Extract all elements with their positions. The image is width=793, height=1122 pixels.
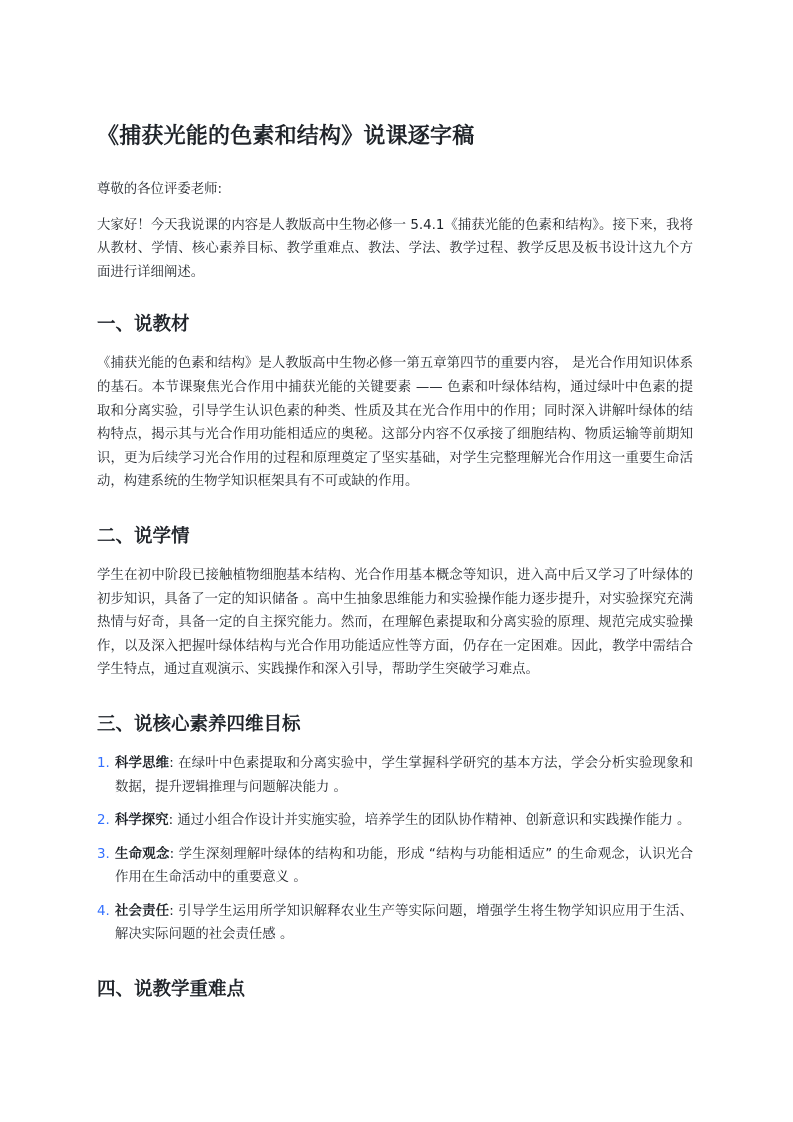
list-item-separator: : xyxy=(169,755,179,771)
document-title: 《捕获光能的色素和结构》说课逐字稿 xyxy=(97,124,475,149)
greeting-paragraph: 尊敬的各位评委老师: xyxy=(97,182,223,197)
list-item-label: 科学探究 xyxy=(115,813,169,829)
list-item-text: 通过小组合作设计并实施实验，培养学生的团队协作精神、创新意识和实践操作能力 。 xyxy=(177,813,691,829)
list-item-label: 社会责任 xyxy=(115,903,170,919)
list-item-number: 3. xyxy=(97,846,110,862)
list-item-separator: : xyxy=(169,846,179,862)
list-item xyxy=(97,900,693,947)
list-item-label: 生命观念 xyxy=(115,846,170,862)
list-item-label: 科学思维 xyxy=(115,755,170,771)
list-item-number: 4. xyxy=(97,903,110,919)
list-item-content xyxy=(115,900,693,947)
list-item xyxy=(97,752,693,799)
section-body-students: 学生在初中阶段已接触植物细胞基本结构、光合作用基本概念等知识，进入高中后又学习了叶绿体的初步知识，具备了一定的知识储备 。高中生抽象思维能力和实验操作能力逐步提升，对实验探究充满热情与好奇，具备一定的自主探究能力。然而，在理解色素提取和分离实验的原理、规范完成实验操作，以及深入把握叶绿体结构与光合作用功能适应性等方面，仍存在一定困难。因此，教学中需结合学生特点，通过直观演示、实践操作和深入引导，帮助学生突破学习难点。 xyxy=(97,567,693,678)
list-item-text: 学生深刻理解叶绿体的结构和功能，形成 “结构与功能相适应” 的生命观念，认识光合作用在生命活动中的重要意义 。 xyxy=(115,846,693,886)
intro-paragraph: 大家好！今天我说课的内容是人教版高中生物必修一 5.4.1《捕获光能的色素和结构》。接下来，我将从教材、学情、核心素养目标、教学重难点、教法、学法、教学过程、教学反思及板书设计这九个方面进行详细阐述。 xyxy=(97,217,693,280)
list-item-number: 1. xyxy=(97,755,110,771)
list-item-separator: : xyxy=(168,813,178,829)
list-item-content xyxy=(115,843,693,890)
section-heading-goals: 三、说核心素养四维目标 xyxy=(97,713,301,735)
list-item-text: 在绿叶中色素提取和分离实验中，学生掌握科学研究的基本方法，学会分析实验现象和数据，提升逻辑推理与问题解决能力 。 xyxy=(115,755,693,795)
goal-list xyxy=(97,752,693,947)
list-item xyxy=(97,843,693,890)
list-item xyxy=(97,809,693,833)
section-heading-students: 二、说学情 xyxy=(97,525,190,547)
section-heading-key-points: 四、说教学重难点 xyxy=(97,979,246,1001)
list-item-number: 2. xyxy=(97,813,110,829)
section-heading-textbook: 一、说教材 xyxy=(97,314,190,336)
list-item-content xyxy=(115,752,693,799)
list-item-text: 引导学生运用所学知识解释农业生产等实际问题，增强学生将生物学知识应用于生活、解决实际问题的社会责任感 。 xyxy=(115,903,693,943)
section-body-textbook: 《捕获光能的色素和结构》是人教版高中生物必修一第五章第四节的重要内容， 是光合作用知识体系的基石。本节课聚焦光合作用中捕获光能的关键要素 —— 色素和叶绿体结构，通过绿叶中色素的提取和分离实验，引导学生认识色素的种类、性质及其在光合作用中的作用；同时深入讲解叶绿体的结构特点，揭示其与光合作用功能相适应的奥秘。这部分内容不仅承接了细胞结构、物质运输等前期知识，更为后续学习光合作用的过程和原理奠定了坚实基础，对学生完整理解光合作用这一重要生命活动，构建系统的生物学知识框架具有不可或缺的作用。 xyxy=(97,356,693,490)
list-item-content xyxy=(115,809,693,833)
list-item-separator: : xyxy=(169,903,179,919)
